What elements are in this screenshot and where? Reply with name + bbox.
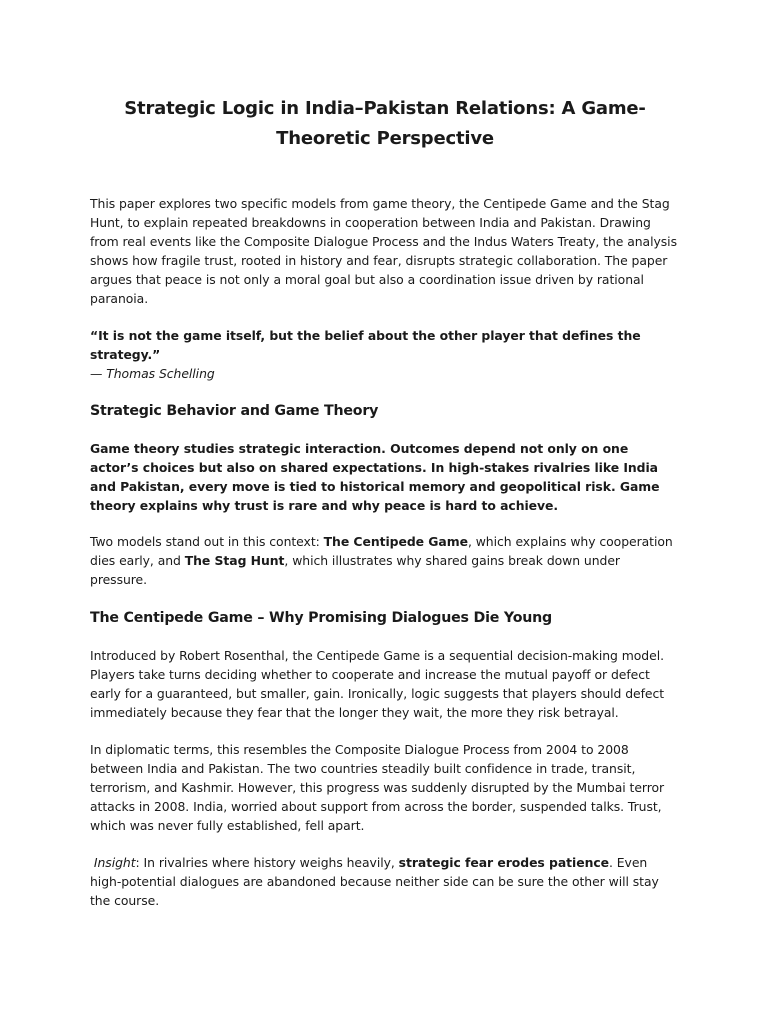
model-stag-hunt: The Stag Hunt: [184, 553, 285, 568]
centipede-definition-paragraph: Introduced by Robert Rosenthal, the Centipede Game is a sequential decision-making model. Players take turns deciding whether to cooperate and increase the mutual payoff or defect early for a guaranteed, but smaller, gain. Ironically, logic suggests that players should defect immediately because they fear that the longer they wait, the more they risk betrayal.: [90, 648, 665, 720]
epigraph-author: — Thomas Schelling: [90, 366, 215, 381]
document-page: [90, 94, 680, 928]
insight-bold-phrase: strategic fear erodes patience: [398, 855, 609, 870]
models-paragraph: [90, 532, 680, 589]
insight-label: Insight: [93, 855, 136, 870]
game-theory-summary: Game theory studies strategic interaction. Outcomes depend not only on one actor’s choices but also on shared expectations. In high-stakes rivalries like India and Pakistan, every move is tied to historical memory and geopolitical risk. Game theory explains why trust is rare and why peace is hard to achieve.: [90, 441, 660, 513]
models-mid-text: , which explains why cooperation dies early, and: [90, 534, 673, 568]
section-heading-centipede-game: The Centipede Game – Why Promising Dialogues Die Young: [90, 610, 553, 626]
abstract-paragraph: This paper explores two specific models from game theory, the Centipede Game and the Stag Hunt, to explain repeated breakdowns in cooperation between India and Pakistan. Drawing from real events like the Composite Dialogue Process and the Indus Waters Treaty, the analysis shows how fragile trust, rooted in history and fear, disrupts strategic collaboration. The paper argues that peace is not only a moral goal but also a coordination issue driven by rational paranoia.: [90, 196, 677, 306]
models-end-text: , which illustrates why shared gains break down under pressure.: [90, 553, 620, 587]
section-heading-strategic-behavior: Strategic Behavior and Game Theory: [90, 403, 379, 419]
composite-dialogue-paragraph: In diplomatic terms, this resembles the Composite Dialogue Process from 2004 to 2008 between India and Pakistan. The two countries steadily built confidence in trade, transit, terrorism, and Kashmir. However, this progress was suddenly disrupted by the Mumbai terror attacks in 2008. India, worried about support from across the border, suspended talks. Trust, which was never fully established, fell apart.: [90, 742, 665, 833]
insight-mid-text: : In rivalries where history weighs heavily,: [135, 855, 399, 870]
document-title: Strategic Logic in India–Pakistan Relations: A Game-Theoretic Perspective: [124, 98, 646, 149]
models-intro-text: Two models stand out in this context:: [90, 534, 324, 549]
epigraph-quote: “It is not the game itself, but the belief about the other player that defines the strategy.”: [90, 328, 641, 362]
insight-paragraph: [90, 853, 680, 910]
insight-end-text: . Even high-potential dialogues are abandoned because neither side can be sure the other will stay the course.: [90, 855, 659, 908]
model-centipede-game: The Centipede Game: [323, 534, 468, 549]
